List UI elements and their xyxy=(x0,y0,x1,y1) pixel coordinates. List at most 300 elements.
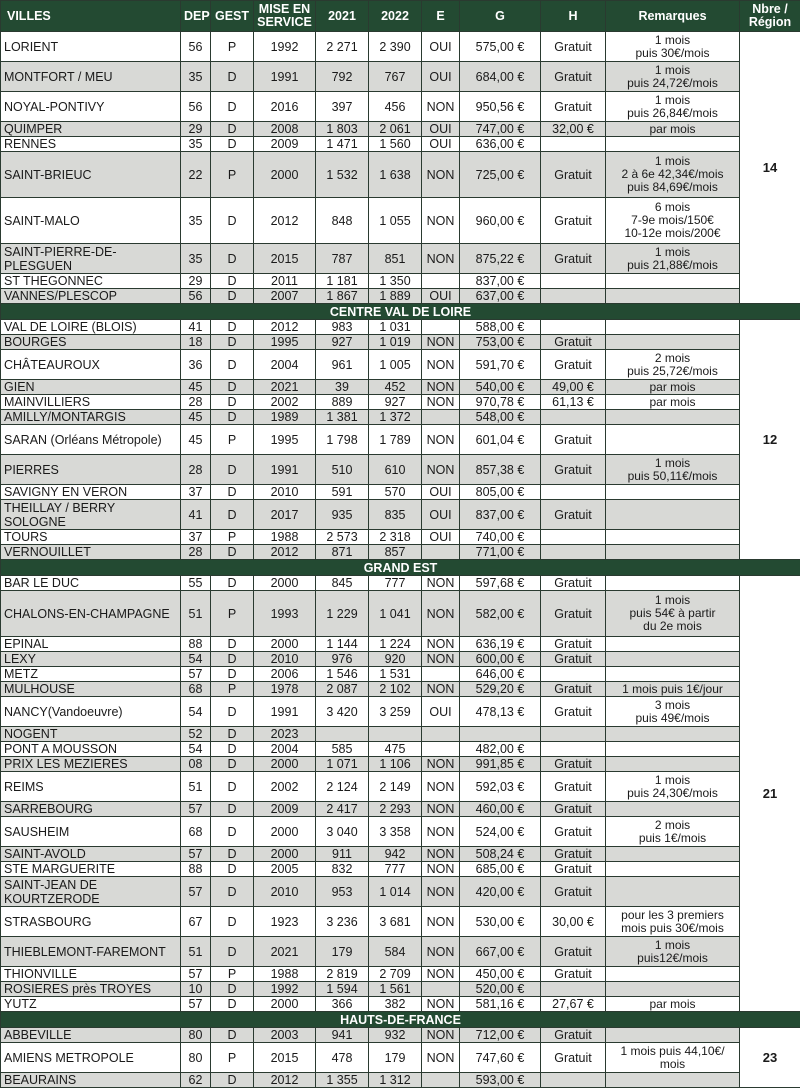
cell-h: Gratuit xyxy=(541,757,606,772)
cell-y2022: 767 xyxy=(369,62,422,92)
cell-y2022: 1 014 xyxy=(369,877,422,907)
cell-gest: D xyxy=(211,380,254,395)
cell-ville: CHALONS-EN-CHAMPAGNE xyxy=(1,591,181,637)
table-row xyxy=(1,485,800,500)
cell-gest: P xyxy=(211,32,254,62)
cell-y2022: 610 xyxy=(369,455,422,485)
cell-y2022 xyxy=(369,727,422,742)
cell-y2022: 1 041 xyxy=(369,591,422,637)
cell-remarques xyxy=(606,92,740,122)
cell-y2022: 2 102 xyxy=(369,682,422,697)
cell-e: NON xyxy=(422,817,460,847)
table-row xyxy=(1,395,800,410)
cell-mise: 2021 xyxy=(254,380,316,395)
cell-e: NON xyxy=(422,847,460,862)
cell-ville: PONT A MOUSSON xyxy=(1,742,181,757)
cell-e xyxy=(422,274,460,289)
cell-h: 49,00 € xyxy=(541,380,606,395)
col-nbre-l2: Région xyxy=(749,15,791,29)
cell-y2022: 1 224 xyxy=(369,637,422,652)
cell-g: 520,00 € xyxy=(460,982,541,997)
table-row xyxy=(1,847,800,862)
cell-g: 601,04 € xyxy=(460,425,541,455)
cell-ville: ROSIERES près TROYES xyxy=(1,982,181,997)
cell-mise: 2023 xyxy=(254,727,316,742)
remarque-line: par mois xyxy=(649,997,695,1011)
remarque-line: puis 26,84€/mois xyxy=(627,106,718,120)
cell-ville: LORIENT xyxy=(1,32,181,62)
cell-mise: 2006 xyxy=(254,667,316,682)
cell-y2021: 1 798 xyxy=(316,425,369,455)
cell-ville: VAL DE LOIRE (BLOIS) xyxy=(1,320,181,335)
cell-e: NON xyxy=(422,92,460,122)
cell-y2021: 2 417 xyxy=(316,802,369,817)
table-row xyxy=(1,62,800,92)
cell-y2021: 2 573 xyxy=(316,530,369,545)
cell-y2021: 2 087 xyxy=(316,682,369,697)
cell-gest: D xyxy=(211,847,254,862)
region-header xyxy=(1,1012,800,1028)
cell-remarques xyxy=(606,997,740,1012)
cell-remarques xyxy=(606,1028,740,1043)
table-row xyxy=(1,652,800,667)
cell-e: OUI xyxy=(422,500,460,530)
cell-gest: P xyxy=(211,1043,254,1073)
table-row xyxy=(1,92,800,122)
cell-remarques xyxy=(606,802,740,817)
cell-e: NON xyxy=(422,1028,460,1043)
cell-remarques xyxy=(606,862,740,877)
region-name: HAUTS-DE-FRANCE xyxy=(1,1012,800,1028)
cell-gest: D xyxy=(211,757,254,772)
cell-gest: D xyxy=(211,395,254,410)
cell-mise: 1992 xyxy=(254,982,316,997)
col-h: H xyxy=(541,1,606,32)
cell-h: Gratuit xyxy=(541,500,606,530)
cell-e: NON xyxy=(422,967,460,982)
cell-g: 685,00 € xyxy=(460,862,541,877)
table-row xyxy=(1,274,800,289)
cell-dep: 29 xyxy=(181,122,211,137)
cell-y2021: 1 594 xyxy=(316,982,369,997)
cell-remarques xyxy=(606,545,740,560)
cell-mise: 2002 xyxy=(254,772,316,802)
cell-remarques xyxy=(606,289,740,304)
cell-ville: BOURGES xyxy=(1,335,181,350)
cell-e: OUI xyxy=(422,137,460,152)
remarque-line: 7-9e mois/150€ xyxy=(631,213,714,227)
cell-g: 753,00 € xyxy=(460,335,541,350)
cell-y2021: 1 229 xyxy=(316,591,369,637)
cell-dep: 28 xyxy=(181,545,211,560)
cell-dep: 29 xyxy=(181,274,211,289)
cell-e xyxy=(422,410,460,425)
cell-h: Gratuit xyxy=(541,682,606,697)
cell-g: 637,00 € xyxy=(460,289,541,304)
table-row xyxy=(1,967,800,982)
cell-dep: 18 xyxy=(181,335,211,350)
cell-gest: D xyxy=(211,62,254,92)
cell-gest: D xyxy=(211,500,254,530)
cell-remarques xyxy=(606,1073,740,1088)
cell-g: 636,19 € xyxy=(460,637,541,652)
cell-h: Gratuit xyxy=(541,847,606,862)
cell-y2021: 848 xyxy=(316,198,369,244)
cell-g: 771,00 € xyxy=(460,545,541,560)
cell-dep: 51 xyxy=(181,591,211,637)
cell-y2021: 591 xyxy=(316,485,369,500)
cell-e: NON xyxy=(422,802,460,817)
cell-y2021: 397 xyxy=(316,92,369,122)
table-row xyxy=(1,682,800,697)
cell-y2022: 2 293 xyxy=(369,802,422,817)
cell-h xyxy=(541,667,606,682)
cell-ville: EPINAL xyxy=(1,637,181,652)
cell-h: 27,67 € xyxy=(541,997,606,1012)
cell-gest: D xyxy=(211,545,254,560)
cell-y2021: 1 144 xyxy=(316,637,369,652)
cell-y2021: 787 xyxy=(316,244,369,274)
cell-mise: 2010 xyxy=(254,652,316,667)
cell-g: 529,20 € xyxy=(460,682,541,697)
cell-ville: PRIX LES MEZIERES xyxy=(1,757,181,772)
cell-e: NON xyxy=(422,576,460,591)
cell-ville: VERNOUILLET xyxy=(1,545,181,560)
cell-g: 450,00 € xyxy=(460,967,541,982)
cell-h: 61,13 € xyxy=(541,395,606,410)
remarque-line: puis 54€ à partir xyxy=(629,606,715,620)
cell-y2021: 935 xyxy=(316,500,369,530)
table-row xyxy=(1,425,800,455)
cell-mise: 2009 xyxy=(254,137,316,152)
cell-h: Gratuit xyxy=(541,425,606,455)
cell-mise: 2000 xyxy=(254,637,316,652)
cell-gest: D xyxy=(211,92,254,122)
cell-g: 540,00 € xyxy=(460,380,541,395)
cell-dep: 52 xyxy=(181,727,211,742)
cell-y2022: 570 xyxy=(369,485,422,500)
cell-h: Gratuit xyxy=(541,637,606,652)
cell-y2022: 382 xyxy=(369,997,422,1012)
cell-e: NON xyxy=(422,862,460,877)
cell-mise: 2012 xyxy=(254,198,316,244)
cell-ville: ST THEGONNEC xyxy=(1,274,181,289)
cell-remarques xyxy=(606,877,740,907)
cell-g: 575,00 € xyxy=(460,32,541,62)
table-row xyxy=(1,937,800,967)
remarque-line: par mois xyxy=(649,395,695,409)
cell-ville: SAUSHEIM xyxy=(1,817,181,847)
cell-mise: 1992 xyxy=(254,32,316,62)
cell-gest: D xyxy=(211,576,254,591)
cell-e: NON xyxy=(422,757,460,772)
remarque-line: 1 mois xyxy=(655,245,690,259)
table-row xyxy=(1,289,800,304)
cell-dep: 28 xyxy=(181,395,211,410)
cell-h: Gratuit xyxy=(541,198,606,244)
cell-dep: 22 xyxy=(181,152,211,198)
cell-g xyxy=(460,727,541,742)
cell-y2022: 857 xyxy=(369,545,422,560)
cell-g: 970,78 € xyxy=(460,395,541,410)
cell-dep: 68 xyxy=(181,817,211,847)
cell-ville: AMIENS METROPOLE xyxy=(1,1043,181,1073)
cell-gest: D xyxy=(211,455,254,485)
cell-e: OUI xyxy=(422,289,460,304)
cell-h: Gratuit xyxy=(541,152,606,198)
cell-y2022: 932 xyxy=(369,1028,422,1043)
cell-gest: P xyxy=(211,682,254,697)
cell-h: Gratuit xyxy=(541,62,606,92)
cell-y2021: 927 xyxy=(316,335,369,350)
cell-h xyxy=(541,530,606,545)
cell-g: 684,00 € xyxy=(460,62,541,92)
cell-y2022: 1 789 xyxy=(369,425,422,455)
cell-e: NON xyxy=(422,335,460,350)
cell-ville: VANNES/PLESCOP xyxy=(1,289,181,304)
col-remarques: Remarques xyxy=(606,1,740,32)
cell-h xyxy=(541,742,606,757)
cell-y2021: 871 xyxy=(316,545,369,560)
cell-remarques xyxy=(606,697,740,727)
table-row xyxy=(1,152,800,198)
cell-y2022: 1 889 xyxy=(369,289,422,304)
remarque-line: 1 mois puis 1€/jour xyxy=(622,682,723,696)
cell-y2022: 1 019 xyxy=(369,335,422,350)
remarque-line: 2 mois xyxy=(655,351,690,365)
cell-y2021: 1 471 xyxy=(316,137,369,152)
cell-ville: STE MARGUERITE xyxy=(1,862,181,877)
remarque-line: pour les 3 premiers xyxy=(621,908,724,922)
cell-g: 805,00 € xyxy=(460,485,541,500)
region-name: GRAND EST xyxy=(1,560,800,576)
cell-gest: P xyxy=(211,425,254,455)
cell-ville: LEXY xyxy=(1,652,181,667)
cell-dep: 35 xyxy=(181,62,211,92)
remarque-line: puis12€/mois xyxy=(637,951,708,965)
table-row xyxy=(1,591,800,637)
cell-y2022: 1 005 xyxy=(369,350,422,380)
cell-dep: 37 xyxy=(181,485,211,500)
cell-e: OUI xyxy=(422,122,460,137)
remarque-line: puis 21,88€/mois xyxy=(627,258,718,272)
cell-y2021: 366 xyxy=(316,997,369,1012)
cell-g: 597,68 € xyxy=(460,576,541,591)
cell-dep: 55 xyxy=(181,576,211,591)
cell-ville: SAINT-MALO xyxy=(1,198,181,244)
cell-gest: D xyxy=(211,274,254,289)
cell-dep: 80 xyxy=(181,1043,211,1073)
cell-ville: QUIMPER xyxy=(1,122,181,137)
cell-gest: D xyxy=(211,667,254,682)
cell-g: 646,00 € xyxy=(460,667,541,682)
table-row xyxy=(1,122,800,137)
col-nbre-l1: Nbre / xyxy=(752,2,787,16)
cell-mise: 1993 xyxy=(254,591,316,637)
cell-mise: 2015 xyxy=(254,1043,316,1073)
cell-dep: 45 xyxy=(181,380,211,395)
cell-g: 712,00 € xyxy=(460,1028,541,1043)
cell-gest: D xyxy=(211,982,254,997)
cell-mise: 2000 xyxy=(254,997,316,1012)
cell-dep: 45 xyxy=(181,410,211,425)
cell-y2021: 792 xyxy=(316,62,369,92)
table-row xyxy=(1,1028,800,1043)
cell-y2021: 2 819 xyxy=(316,967,369,982)
cell-dep: 57 xyxy=(181,847,211,862)
cell-g: 857,38 € xyxy=(460,455,541,485)
cell-remarques xyxy=(606,576,740,591)
cell-e: NON xyxy=(422,652,460,667)
cell-gest: D xyxy=(211,198,254,244)
cell-y2021: 3 040 xyxy=(316,817,369,847)
table-row xyxy=(1,997,800,1012)
cell-gest: D xyxy=(211,742,254,757)
cell-ville: CHÂTEAUROUX xyxy=(1,350,181,380)
cell-dep: 80 xyxy=(181,1028,211,1043)
cell-g: 482,00 € xyxy=(460,742,541,757)
cell-y2021: 889 xyxy=(316,395,369,410)
cell-gest: P xyxy=(211,152,254,198)
cell-mise: 2000 xyxy=(254,757,316,772)
cell-e: NON xyxy=(422,198,460,244)
cell-dep: 28 xyxy=(181,455,211,485)
cell-remarques xyxy=(606,637,740,652)
cell-e: NON xyxy=(422,591,460,637)
cell-mise: 2016 xyxy=(254,92,316,122)
remarque-line: mois puis 30€/mois xyxy=(621,921,724,935)
remarque-line: puis 24,72€/mois xyxy=(627,76,718,90)
cell-ville: REIMS xyxy=(1,772,181,802)
cell-mise: 2012 xyxy=(254,1073,316,1088)
cell-e: OUI xyxy=(422,697,460,727)
table-row xyxy=(1,576,800,591)
cell-remarques xyxy=(606,937,740,967)
cell-y2022: 475 xyxy=(369,742,422,757)
col-2022: 2022 xyxy=(369,1,422,32)
col-villes: VILLES xyxy=(1,1,181,32)
table-row xyxy=(1,727,800,742)
cell-ville: SARREBOURG xyxy=(1,802,181,817)
region-name: CENTRE VAL DE LOIRE xyxy=(1,304,800,320)
table-row xyxy=(1,198,800,244)
cell-y2021: 1 867 xyxy=(316,289,369,304)
cell-ville: NOGENT xyxy=(1,727,181,742)
cell-ville: MAINVILLIERS xyxy=(1,395,181,410)
cell-g: 524,00 € xyxy=(460,817,541,847)
cell-remarques xyxy=(606,817,740,847)
cell-y2021: 3 236 xyxy=(316,907,369,937)
cell-mise: 2015 xyxy=(254,244,316,274)
cell-mise: 1995 xyxy=(254,425,316,455)
cell-h: 32,00 € xyxy=(541,122,606,137)
cell-gest: D xyxy=(211,877,254,907)
col-e: E xyxy=(422,1,460,32)
cell-h: Gratuit xyxy=(541,862,606,877)
cell-y2022: 920 xyxy=(369,652,422,667)
region-count: 14 xyxy=(740,32,800,304)
cell-e: NON xyxy=(422,682,460,697)
cell-remarques xyxy=(606,62,740,92)
cell-remarques xyxy=(606,425,740,455)
cell-gest: D xyxy=(211,937,254,967)
table-row xyxy=(1,545,800,560)
cell-mise: 2012 xyxy=(254,320,316,335)
cell-gest: D xyxy=(211,637,254,652)
cell-h xyxy=(541,1073,606,1088)
remarque-line: 1 mois xyxy=(655,593,690,607)
cell-h: Gratuit xyxy=(541,92,606,122)
cell-y2022: 1 350 xyxy=(369,274,422,289)
cell-remarques xyxy=(606,152,740,198)
remarque-line: 1 mois xyxy=(655,938,690,952)
cell-g: 960,00 € xyxy=(460,198,541,244)
cell-remarques xyxy=(606,455,740,485)
table-row xyxy=(1,982,800,997)
cell-e xyxy=(422,320,460,335)
cell-y2022: 452 xyxy=(369,380,422,395)
cell-h xyxy=(541,137,606,152)
cell-e: NON xyxy=(422,1043,460,1073)
cell-dep: 41 xyxy=(181,500,211,530)
cell-ville: STRASBOURG xyxy=(1,907,181,937)
cell-mise: 2009 xyxy=(254,802,316,817)
cell-gest: D xyxy=(211,289,254,304)
cell-y2022: 1 531 xyxy=(369,667,422,682)
remarque-line: puis 30€/mois xyxy=(635,46,709,60)
cell-mise: 2005 xyxy=(254,862,316,877)
cell-h: Gratuit xyxy=(541,697,606,727)
cell-e: OUI xyxy=(422,530,460,545)
cell-remarques xyxy=(606,410,740,425)
cell-dep: 36 xyxy=(181,350,211,380)
cell-gest: D xyxy=(211,137,254,152)
table-row xyxy=(1,500,800,530)
cell-mise: 1995 xyxy=(254,335,316,350)
cell-mise: 2007 xyxy=(254,289,316,304)
remarque-line: 1 mois xyxy=(655,33,690,47)
cell-e: NON xyxy=(422,877,460,907)
cell-y2022: 942 xyxy=(369,847,422,862)
table-row xyxy=(1,32,800,62)
table-row xyxy=(1,802,800,817)
cell-g: 581,16 € xyxy=(460,997,541,1012)
cell-y2022: 1 561 xyxy=(369,982,422,997)
region-header xyxy=(1,560,800,576)
cell-mise: 2008 xyxy=(254,122,316,137)
table-row xyxy=(1,1073,800,1088)
cell-y2021: 1 803 xyxy=(316,122,369,137)
col-nbre-region xyxy=(740,1,800,32)
table-row xyxy=(1,350,800,380)
cell-y2022: 2 318 xyxy=(369,530,422,545)
cell-dep: 51 xyxy=(181,937,211,967)
cell-gest: D xyxy=(211,907,254,937)
table-row xyxy=(1,1043,800,1073)
cell-y2022: 777 xyxy=(369,862,422,877)
cell-dep: 45 xyxy=(181,425,211,455)
cell-g: 478,13 € xyxy=(460,697,541,727)
cell-g: 740,00 € xyxy=(460,530,541,545)
cell-y2022: 3 259 xyxy=(369,697,422,727)
cell-ville: THEILLAY / BERRY SOLOGNE xyxy=(1,500,181,530)
cell-dep: 56 xyxy=(181,32,211,62)
cell-mise: 2021 xyxy=(254,937,316,967)
table-row xyxy=(1,380,800,395)
cell-y2021: 976 xyxy=(316,652,369,667)
cell-ville: PIERRES xyxy=(1,455,181,485)
remarque-line: puis 49€/mois xyxy=(635,711,709,725)
